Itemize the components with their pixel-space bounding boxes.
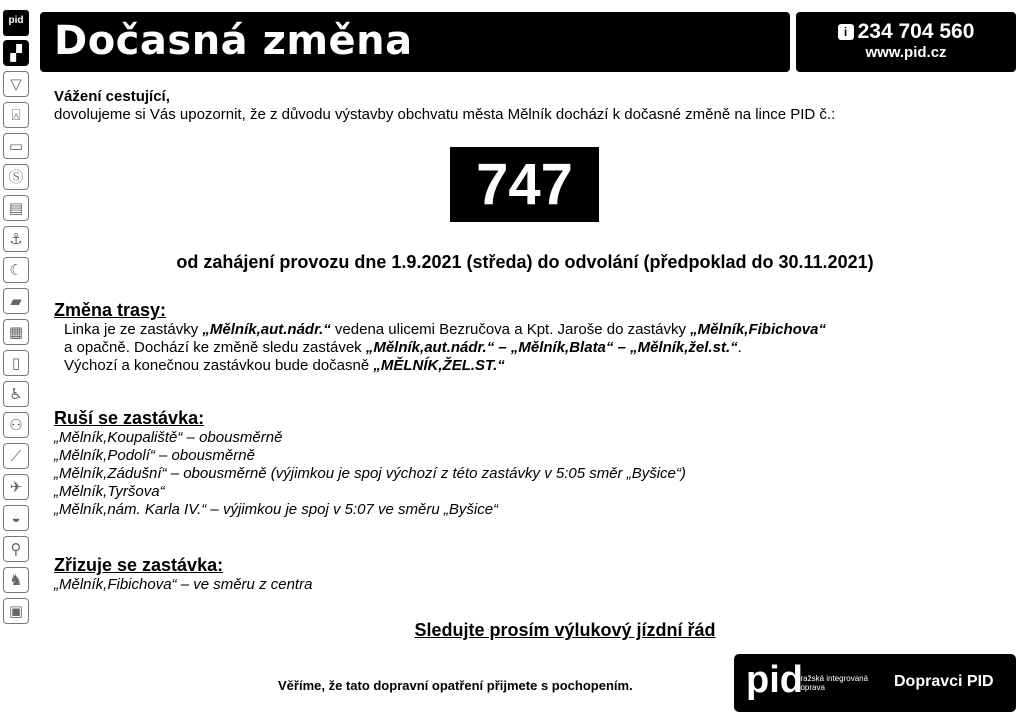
- pid-operators-logo: [734, 654, 1016, 712]
- stop-sequence: „Mělník,aut.nádr.“ – „Mělník,Blata“ – „Mělník,žel.st.“: [365, 339, 738, 356]
- list-item: „Mělník,Fibichova“ – ve směru z centra: [54, 576, 313, 593]
- follow-timetable-note: Sledujte prosím výlukový jízdní řád: [414, 620, 716, 640]
- line-number: 747: [450, 147, 599, 222]
- escalator-icon: ⟋: [3, 443, 29, 469]
- route-change-line-2: [54, 339, 1020, 357]
- cancelled-stops-section: [54, 408, 1020, 519]
- ferry-icon: ⚓: [3, 226, 29, 252]
- stop-name: „Mělník,Fibichova“: [690, 321, 826, 338]
- route-change-line-1: [54, 321, 1020, 339]
- text-segment: Linka je ze zastávky: [64, 321, 203, 338]
- list-item: „Mělník,Koupaliště“ – obousměrně: [54, 429, 283, 446]
- text-segment: .: [737, 339, 742, 356]
- new-stop-section: [54, 555, 1020, 594]
- mode-icon-sidebar: [3, 10, 31, 629]
- pid-logo-subtitle: [796, 674, 868, 692]
- route-change-line-3: [54, 357, 1020, 375]
- text-segment: vedena ulicemi Bezručova a Kpt. Jaroše do zastávky: [330, 321, 691, 338]
- wheelchair-icon: ♿: [3, 381, 29, 407]
- info-icon: i: [838, 24, 854, 40]
- title-bar: [40, 12, 790, 72]
- phone-line: [796, 20, 1016, 44]
- terminal-stop: „MĚLNÍK,ŽEL.ST.“: [373, 357, 505, 374]
- tram-icon: ⍓: [3, 102, 29, 128]
- text-segment: a opačně. Dochází ke změně sledu zastávek: [64, 339, 366, 356]
- phone-icon: ▯: [3, 350, 29, 376]
- intro-text: dovolujeme si Vás upozornit, že z důvodu výstavby obchvatu města Mělník dochází k dočasné změně na lince PID č.:: [54, 106, 836, 123]
- operators-label: Dopravci PID: [894, 673, 994, 690]
- list-item: „Mělník,nám. Karla IV.“ – výjimkou je spoj v 5:07 ve směru „Byšice“: [54, 501, 499, 518]
- new-stop-heading: Zřizuje se zastávka:: [54, 555, 224, 575]
- intro: [54, 88, 1018, 124]
- stop-name: „Mělník,aut.nádr.“: [202, 321, 331, 338]
- list-item: „Mělník,Podolí“ – obousměrně: [54, 447, 255, 464]
- cancelled-stops-heading: Ruší se zastávka:: [54, 408, 205, 428]
- page-title: Dočasná změna: [54, 18, 413, 64]
- route-change-heading: Změna trasy:: [54, 300, 167, 320]
- ticket-icon: ▦: [3, 319, 29, 345]
- validity-date: od zahájení provozu dne 1.9.2021 (středa) do odvolání (předpoklad do 30.11.2021): [176, 252, 874, 272]
- route-change-section: [54, 300, 1020, 375]
- bicycle-icon: ⚲: [3, 536, 29, 562]
- closing-note: Věříme, že tato dopravní opatření přijmete s pochopením.: [278, 678, 633, 693]
- list-item: „Mělník,Tyršova“: [54, 483, 165, 500]
- s-train-icon: Ⓢ: [3, 164, 29, 190]
- pid-mini-logo: pid: [3, 10, 29, 36]
- night-icon: ☾: [3, 257, 29, 283]
- dog-icon: ♞: [3, 567, 29, 593]
- luggage-icon: ▣: [3, 598, 29, 624]
- family-icon: ⚇: [3, 412, 29, 438]
- phone-number[interactable]: 234 704 560: [857, 20, 975, 43]
- train-icon: ▭: [3, 133, 29, 159]
- pid-subtitle-line-2: doprava: [796, 683, 825, 692]
- regional-bus-icon: ▰: [3, 288, 29, 314]
- greeting: Vážení cestující,: [54, 88, 170, 105]
- text-segment: Výchozí a konečnou zastávkou bude dočasně: [64, 357, 374, 374]
- list-item: „Mělník,Zádušní“ – obousměrně (výjimkou je spoj výchozí z této zastávky v 5:05 směr „Byšice“): [54, 465, 686, 482]
- contact-box: [796, 12, 1016, 72]
- pid-logo-text: pid: [746, 659, 803, 701]
- metro-icon: ▽: [3, 71, 29, 97]
- pid-subtitle-line-1: pražská integrovaná: [796, 674, 869, 683]
- website-link[interactable]: www.pid.cz: [865, 44, 947, 61]
- bus-icon: ▞: [3, 40, 29, 66]
- stroller-icon: ◒: [3, 505, 29, 531]
- cable-car-icon: ▤: [3, 195, 29, 221]
- airport-icon: ✈: [3, 474, 29, 500]
